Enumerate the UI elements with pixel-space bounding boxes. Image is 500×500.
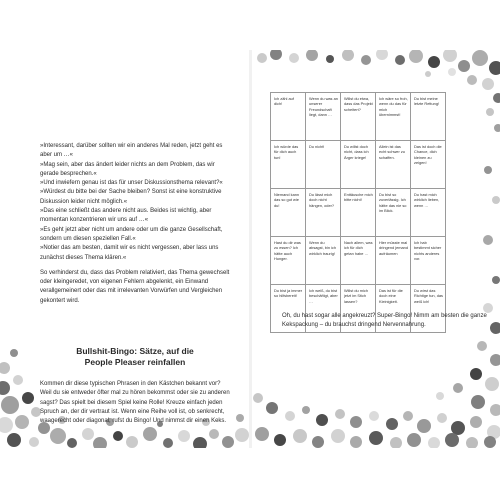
section-heading — [40, 346, 230, 368]
quote-item: »Interessant, darüber sollten wir ein anderes Mal reden, jetzt geht es aber um …« — [40, 143, 223, 159]
bingo-cell[interactable]: Enttäusche mich bitte nicht! — [341, 189, 376, 237]
bingo-cell[interactable]: Nach allem, was ich für dich getan habe … — [341, 237, 376, 285]
bingo-cell[interactable]: Wenn du absagst, bin ich wirklich traurig! — [306, 237, 341, 285]
bingo-intro-paragraph: Kommen dir diese typischen Phrasen in den Kästchen bekannt vor? Weil du sie entweder öfter mal zu hören bekommst oder sie zu anderen sagst? Das spielt bei diesem Spiel keine Rolle! Kreuze einfach jeden Spruch an, der dir vertraut ist. Wenn eine Reihe voll ist, ob senkrecht, waagerecht oder diagonal, rufst du Bingo! Und nimmst dir einen Keks. — [40, 381, 230, 425]
bingo-cell[interactable]: Willst du mich jetzt im Stich lassen? — [341, 285, 376, 333]
bingo-cell[interactable]: Das ist doch die Chance, dich kleinen zu zeigen! — [411, 141, 446, 189]
bingo-cell[interactable]: Wenn du was an unserer Freundschaft liegt, dann … — [306, 93, 341, 141]
bingo-cell[interactable]: Hier müsste mal dringend jemand aufräumen — [376, 237, 411, 285]
quote-item: »Würdest du bitte bei der Sache bleiben? Sonst ist eine konstruktive Diskussion leider nicht möglich.« — [40, 189, 222, 205]
bingo-cell[interactable]: Ich hab bestimmt sicher nichts anderes vor. — [411, 237, 446, 285]
quote-list — [40, 142, 230, 306]
bingo-cell[interactable]: Ich zähl auf dich! — [271, 93, 306, 141]
quote-item: »Und inwiefern genau ist das für unser Diskussionsthema relevant?« — [40, 180, 223, 187]
bingo-cell[interactable]: Du bist so zuverlässig. Ich hätte das nie so im Blick. — [376, 189, 411, 237]
body-paragraph: So verhinderst du, dass das Problem relativiert, das Thema gewechselt oder kleingeredet, von eigenen Fehlern abgelenkt, ein Einwand verallgemeinert oder das mit irrelevanten Vorwürfen und Vergleichen gekontert wird. — [40, 269, 230, 304]
bingo-cell[interactable]: Allein ist das echt schwer zu schaffen. — [376, 141, 411, 189]
quote-item: »Es geht jetzt aber nicht um andere oder um die ganze Gesellschaft, sondern um diesen speziellen Fall.« — [40, 226, 223, 242]
bingo-row — [271, 189, 446, 237]
bingo-cell[interactable]: Du bist meine letzte Rettung! — [411, 93, 446, 141]
bingo-cell[interactable]: Du nicht! — [306, 141, 341, 189]
bingo-grid — [270, 92, 446, 333]
bingo-cell[interactable]: Hast du dir was zu essen? Ich hätte auch Hunger. — [271, 237, 306, 285]
heading-line-2: People Pleaser reinfallen — [84, 357, 186, 367]
bingo-cell[interactable]: Du willst doch nicht, dass ich Ärger kriege! — [341, 141, 376, 189]
bingo-row — [271, 237, 446, 285]
bingo-cell[interactable]: Willst du etwa, dass das Projekt scheitert? — [341, 93, 376, 141]
super-bingo-paragraph: Oh, du hast sogar alle angekreuzt? Super-Bingo! Nimm am besten die ganze Kekspackung – du brauchst dringend Nervennahrung. — [282, 313, 487, 329]
heading-line-1: Bullshit-Bingo: Sätze, auf die — [76, 346, 194, 356]
bingo-cell[interactable]: Das ist für die doch eine Kleinigkeit. — [376, 285, 411, 333]
bingo-cell[interactable]: Du bist ja immer so hilfsbereit! — [271, 285, 306, 333]
left-page — [0, 50, 250, 448]
bingo-cell[interactable]: Du wirst das Richtige tun, das weiß ich! — [411, 285, 446, 333]
quote-item: »Notier das am besten, damit wir es nicht vergessen, aber lass uns zunächst dieses Thema klären.« — [40, 245, 219, 261]
bingo-cell[interactable]: Ich weiß, du bist beschäftigt, aber … — [306, 285, 341, 333]
bingo-cell[interactable]: Niemand kann das so gut wie du! — [271, 189, 306, 237]
right-page — [252, 50, 500, 448]
bingo-row — [271, 141, 446, 189]
bingo-row — [271, 93, 446, 141]
bingo-cell[interactable]: Du hast mich wirklich lieben, wenn … — [411, 189, 446, 237]
bingo-cell[interactable]: Ich wäre so froh, wenn du das für mich übernimmst! — [376, 93, 411, 141]
quote-item: »Das eine schließt das andere nicht aus. Beides ist wichtig, aber momentan konzentrieren wir uns auf …« — [40, 208, 212, 224]
quote-item: »Mag sein, aber das ändert leider nichts an dem Problem, das wir gerade besprechen.« — [40, 161, 215, 177]
bingo-cell[interactable]: Du lässt mich doch nicht hängen, oder? — [306, 189, 341, 237]
bingo-cell[interactable]: Ich würde das für dich auch tun! — [271, 141, 306, 189]
